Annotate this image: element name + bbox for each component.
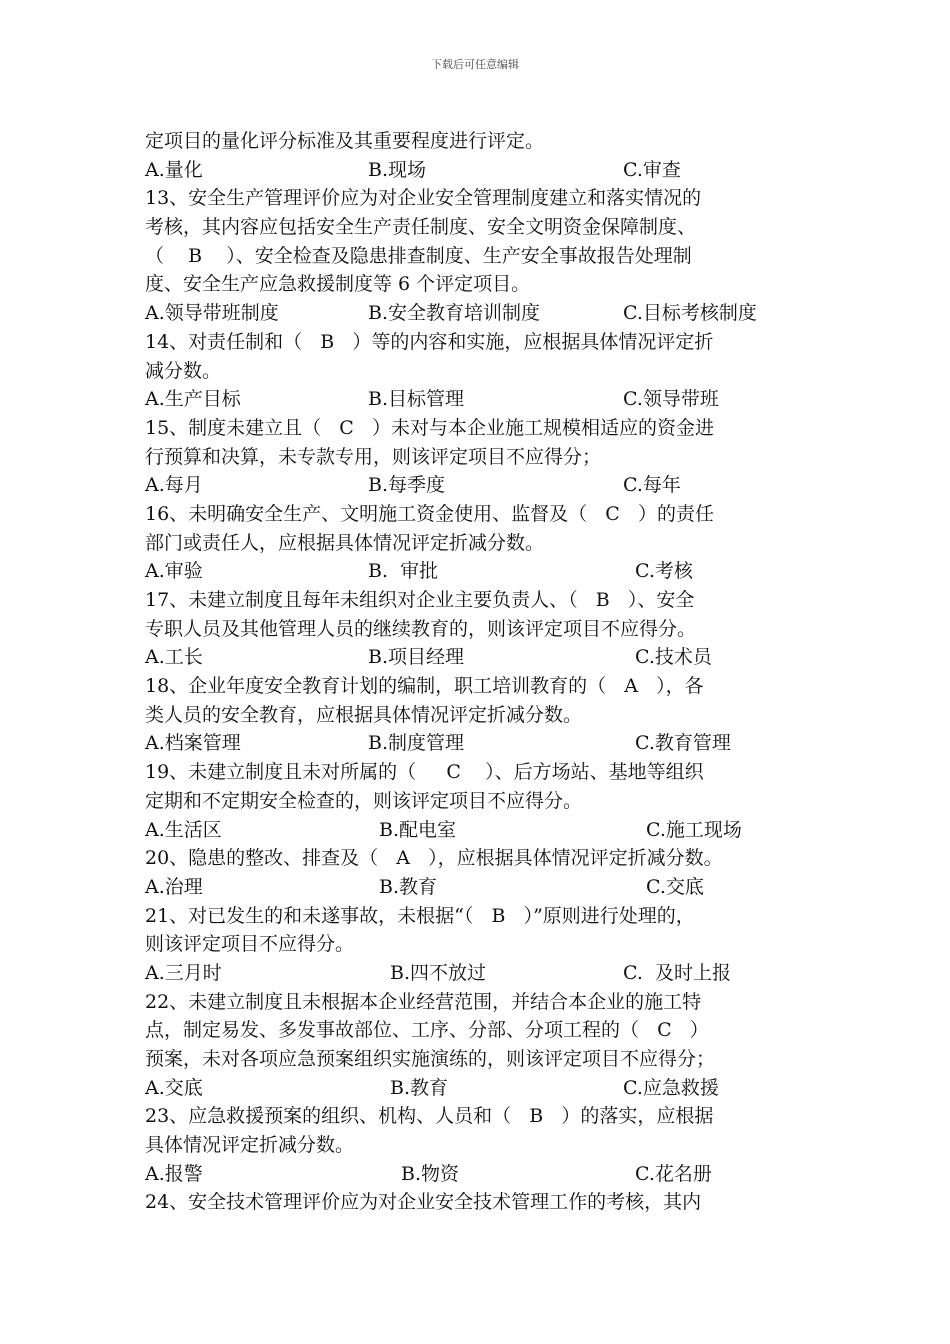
answer-options-row [145, 959, 825, 988]
answer-option: B.目标管理 [368, 388, 465, 411]
text-line: 15、制度未建立且（ C ）未对与本企业施工规模相适应的资金进 [145, 416, 714, 439]
answer-option: B.项目经理 [368, 646, 465, 669]
text-line: 考核，其内容应包括安全生产责任制度、安全文明资金保障制度、 [145, 216, 697, 239]
text-line: 17、未建立制度且每年未组织对企业主要负责人、（ B ）、安全 [145, 589, 695, 611]
text-line: 16、未明确安全生产、文明施工资金使用、监督及（ C ）的责任 [145, 502, 714, 525]
text-line: 预案，未对各项应急预案组织实施演练的，则该评定项目不应得分； [145, 1048, 716, 1070]
text-line: 度、安全生产应急救援制度等 6 个评定项目。 [145, 273, 531, 296]
answer-option: A.交底 [145, 1076, 203, 1099]
text-line: 14、对责任制和（ B ）等的内容和实施，应根据具体情况评定折 [145, 330, 714, 353]
text-line: 18、企业年度安全教育计划的编制，职工培训教育的（ A ），各 [145, 675, 704, 698]
answer-option: A.生活区 [145, 818, 222, 841]
answer-option: C.花名册 [635, 1162, 712, 1185]
text-line: 点，制定易发、多发事故部位、工序、分部、分项工程的（ C ） [145, 1019, 709, 1042]
text-line: 则该评定项目不应得分。 [145, 933, 355, 956]
text-line: 13、安全生产管理评价应为对企业安全管理制度建立和落实情况的 [145, 187, 702, 210]
answer-option: B.安全教育培训制度 [368, 302, 541, 325]
answer-options-row [145, 1160, 825, 1189]
answer-option: A.量化 [145, 158, 203, 181]
text-line: （ B ）、安全检查及隐患排查制度、生产安全事故报告处理制 [145, 244, 692, 267]
answer-option: A.三月时 [145, 961, 222, 984]
answer-option: A.工长 [145, 646, 203, 669]
answer-option: C.目标考核制度 [623, 302, 757, 325]
answer-option: C.教育管理 [635, 732, 731, 755]
text-line: 减分数。 [145, 359, 222, 382]
text-line: 21、对已发生的和未遂事故，未根据“（ B ）”原则进行处理的， [145, 904, 695, 927]
answer-options-row [145, 729, 825, 758]
answer-option: C.考核 [635, 560, 693, 583]
answer-options-row [145, 643, 825, 672]
answer-option: A.领导带班制度 [145, 302, 279, 325]
text-line: 22、未建立制度且未根据本企业经营范围，并结合本企业的施工特 [145, 990, 702, 1013]
answer-option: C.施工现场 [646, 818, 742, 841]
answer-option: C.技术员 [635, 646, 712, 669]
answer-option: B.每季度 [368, 474, 446, 497]
answer-options-row [145, 156, 825, 185]
text-line: 20、隐患的整改、排查及（ A ），应根据具体情况评定折减分数。 [145, 847, 723, 870]
answer-option: B.配电室 [379, 818, 457, 841]
document-body [145, 127, 825, 1217]
answer-options-row [145, 471, 825, 500]
answer-option: A.报警 [145, 1162, 203, 1185]
answer-option: B.四不放过 [390, 961, 487, 984]
answer-option: B.制度管理 [368, 732, 465, 755]
answer-option: A.审验 [145, 560, 203, 583]
text-line: 23、应急救援预案的组织、机构、人员和（ B ）的落实，应根据 [145, 1105, 714, 1128]
text-line: 部门或责任人，应根据具体情况评定折减分数。 [145, 531, 545, 554]
answer-options-row [145, 299, 825, 328]
text-line: 定项目的量化评分标准及其重要程度进行评定。 [145, 130, 545, 152]
answer-option: B.教育 [390, 1076, 449, 1099]
answer-option: C.交底 [646, 875, 704, 898]
answer-option: B.现场 [368, 158, 427, 181]
answer-option: A.每月 [145, 474, 203, 497]
answer-options-row [145, 385, 825, 414]
page-header: 下载后可任意编辑 [431, 58, 519, 71]
answer-option: C.应急救援 [623, 1076, 719, 1099]
answer-option: B. 审批 [368, 560, 439, 583]
text-line: 定期和不定期安全检查的，则该评定项目不应得分。 [145, 789, 583, 812]
answer-option: A.治理 [145, 875, 203, 898]
answer-option: C.每年 [623, 474, 681, 497]
text-line: 专职人员及其他管理人员的继续教育的，则该评定项目不应得分。 [145, 617, 697, 640]
answer-options-row [145, 557, 825, 586]
text-line: 具体情况评定折减分数。 [145, 1134, 355, 1157]
answer-option: A.生产目标 [145, 388, 241, 411]
answer-option: C.领导带班 [623, 388, 719, 411]
answer-options-row [145, 816, 825, 845]
text-line: 类人员的安全教育，应根据具体情况评定折减分数。 [145, 703, 583, 726]
answer-option: C. 及时上报 [623, 961, 731, 984]
answer-options-row [145, 1074, 825, 1103]
answer-option: A.档案管理 [145, 732, 241, 755]
text-line: 19、未建立制度且未对所属的（ C ）、后方场站、基地等组织 [145, 761, 704, 784]
answer-option: C.审查 [623, 158, 681, 181]
text-line: 行预算和决算，未专款专用，则该评定项目不应得分； [145, 445, 602, 468]
text-line: 24、安全技术管理评价应为对企业安全技术管理工作的考核，其内 [145, 1191, 702, 1214]
answer-options-row [145, 873, 825, 902]
answer-option: B.教育 [379, 875, 438, 898]
answer-option: B.物资 [401, 1162, 460, 1185]
